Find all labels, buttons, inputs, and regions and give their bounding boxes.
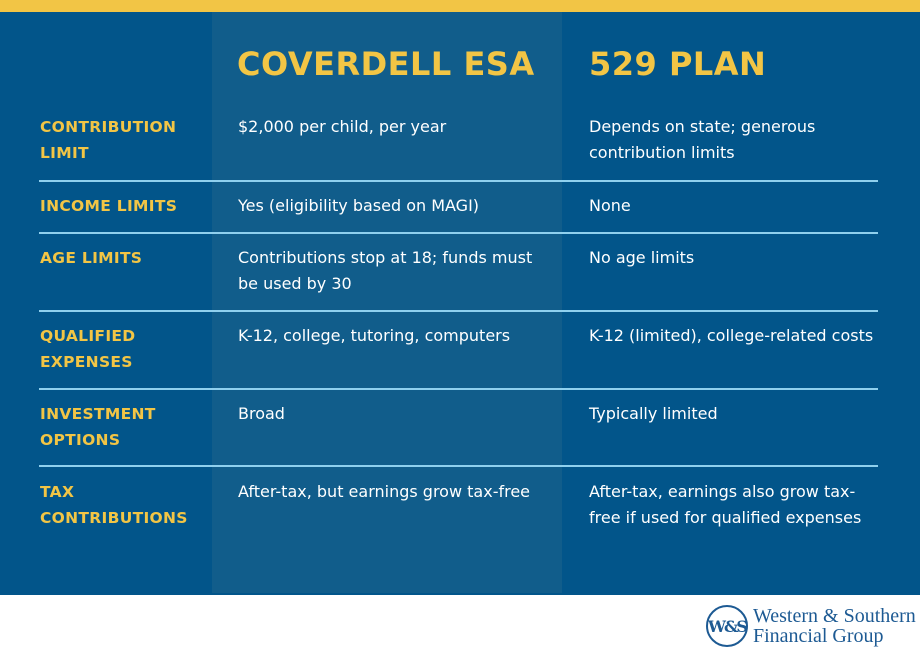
row-label: CONTRIBUTION LIMIT <box>40 118 177 162</box>
coverdell-value: Contributions stop at 18; funds must be used by 30 <box>238 248 533 293</box>
logo-wordmark: Western & Southern Financial Group <box>753 605 916 647</box>
coverdell-value: Broad <box>238 404 285 423</box>
coverdell-value: K-12, college, tutoring, computers <box>238 326 511 345</box>
row-divider <box>39 180 878 182</box>
row-divider <box>39 310 878 312</box>
plan529-value: None <box>589 196 631 215</box>
plan529-value: Typically limited <box>589 404 718 423</box>
coverdell-value: After-tax, but earnings grow tax-free <box>238 482 531 501</box>
plan529-value: No age limits <box>589 248 695 267</box>
plan529-value: Depends on state; generous contribution limits <box>589 117 816 162</box>
column-header-coverdell: COVERDELL ESA <box>237 45 535 83</box>
row-divider <box>39 388 878 390</box>
plan529-value: K-12 (limited), college-related costs <box>589 326 874 345</box>
plan529-value: After-tax, earnings also grow tax-free if used for qualified expenses <box>589 482 862 527</box>
coverdell-value: Yes (eligibility based on MAGI) <box>238 196 480 215</box>
row-label: INVESTMENT OPTIONS <box>40 405 156 449</box>
column-header-529: 529 PLAN <box>589 45 767 83</box>
top-accent-bar <box>0 0 920 12</box>
row-label: INCOME LIMITS <box>40 197 178 215</box>
row-label: AGE LIMITS <box>40 249 143 267</box>
row-label: QUALIFIED EXPENSES <box>40 327 136 371</box>
ws-monogram-icon: W&S <box>706 605 748 647</box>
row-label: TAX CONTRIBUTIONS <box>40 483 188 527</box>
coverdell-value: $2,000 per child, per year <box>238 117 447 136</box>
row-divider <box>39 232 878 234</box>
row-divider <box>39 465 878 467</box>
company-logo <box>706 604 916 648</box>
coverdell-column-band <box>212 12 562 593</box>
